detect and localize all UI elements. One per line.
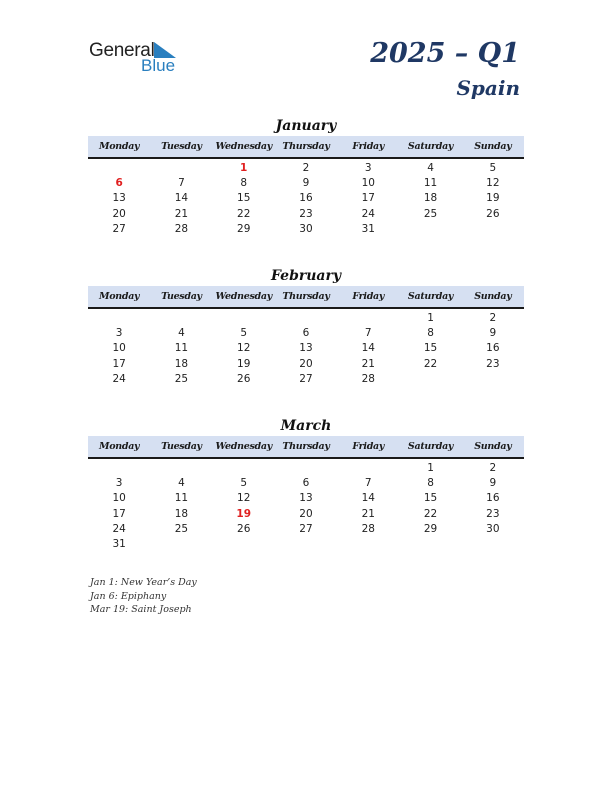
day-cell: 28 — [361, 372, 375, 385]
day-cell: 22 — [237, 207, 251, 220]
month-grid — [88, 310, 524, 386]
weekday-label: Sunday — [474, 441, 512, 452]
weekday-header — [88, 136, 524, 159]
weekday-label: Wednesday — [215, 291, 272, 302]
day-cell: 2 — [302, 161, 310, 174]
weekday-label: Thursday — [282, 141, 330, 152]
day-cell: 22 — [423, 507, 438, 520]
day-cell: 27 — [299, 372, 313, 385]
day-cell: 28 — [361, 522, 375, 535]
day-cell: 23 — [486, 507, 500, 520]
day-cell: 2 — [489, 311, 497, 324]
week-row — [88, 191, 524, 206]
day-cell: 24 — [112, 372, 126, 385]
day-cell: 1 — [427, 311, 434, 324]
week-row — [88, 160, 524, 175]
weekday-label: Saturday — [407, 141, 454, 152]
month-title: March — [280, 418, 332, 434]
day-cell: 29 — [237, 222, 251, 235]
day-cell: 13 — [112, 192, 126, 205]
country-title: Spain — [456, 76, 520, 100]
day-cell: 15 — [237, 192, 251, 205]
month-january — [88, 116, 524, 236]
logo — [89, 40, 189, 76]
day-cell: 11 — [423, 176, 438, 189]
day-cell: 18 — [423, 192, 438, 205]
day-cell: 9 — [489, 326, 497, 339]
week-row — [88, 536, 524, 551]
day-cell: 21 — [174, 207, 189, 220]
day-cell: 8 — [427, 476, 434, 489]
day-cell: 6 — [302, 326, 310, 339]
day-cell: 5 — [240, 476, 248, 489]
day-cell: 11 — [174, 342, 189, 355]
day-cell: 3 — [115, 476, 123, 489]
day-cell: 10 — [112, 342, 126, 355]
day-cell: 12 — [237, 342, 251, 355]
day-cell: 23 — [299, 207, 313, 220]
month-grid — [88, 460, 524, 552]
weekday-label: Friday — [352, 441, 385, 452]
day-cell: 7 — [364, 326, 372, 339]
weekday-header — [88, 286, 524, 309]
day-cell: 7 — [178, 176, 185, 189]
month-title: January — [275, 118, 337, 134]
day-cell: 4 — [178, 476, 185, 489]
day-cell: 22 — [423, 357, 438, 370]
day-cell: 2 — [489, 461, 497, 474]
holiday-item: Mar 19: Saint Joseph — [90, 604, 192, 615]
weekday-label: Monday — [99, 141, 140, 152]
week-row — [88, 491, 524, 506]
day-cell: 10 — [361, 176, 375, 189]
holiday-list — [90, 576, 197, 617]
day-cell: 26 — [486, 207, 500, 220]
day-cell: 12 — [237, 492, 251, 505]
day-cell: 1 — [427, 461, 434, 474]
day-cell: 26 — [237, 372, 251, 385]
day-cell: 18 — [174, 357, 189, 370]
day-cell: 25 — [423, 207, 438, 220]
day-cell: 1 — [240, 161, 248, 174]
day-cell: 16 — [486, 342, 500, 355]
day-cell: 9 — [489, 476, 497, 489]
weekday-label: Thursday — [282, 441, 330, 452]
day-cell: 13 — [299, 342, 313, 355]
day-cell: 19 — [486, 192, 500, 205]
day-cell: 29 — [423, 522, 438, 535]
day-cell: 4 — [427, 161, 434, 174]
day-cell: 5 — [240, 326, 248, 339]
day-cell: 23 — [486, 357, 500, 370]
day-cell: 25 — [174, 372, 189, 385]
day-cell: 13 — [299, 492, 313, 505]
day-cell: 3 — [115, 326, 123, 339]
logo-blue-text: Blue — [141, 56, 176, 75]
weekday-label: Tuesday — [161, 441, 202, 452]
holiday-item: Jan 6: Epiphany — [90, 590, 167, 602]
day-cell: 27 — [112, 222, 126, 235]
day-cell: 30 — [299, 222, 313, 235]
day-cell: 18 — [174, 507, 189, 520]
week-row — [88, 310, 524, 325]
week-row — [88, 460, 524, 475]
day-cell: 10 — [112, 492, 126, 505]
day-cell: 8 — [427, 326, 434, 339]
weekday-header — [88, 436, 524, 459]
day-cell: 3 — [364, 161, 372, 174]
day-cell: 20 — [299, 357, 313, 370]
month-grid — [88, 160, 524, 236]
week-row — [88, 341, 524, 356]
day-cell: 20 — [112, 207, 126, 220]
week-row — [88, 175, 524, 190]
weekday-label: Sunday — [474, 291, 512, 302]
day-cell: 24 — [361, 207, 375, 220]
week-row — [88, 325, 524, 340]
day-cell: 28 — [174, 222, 189, 235]
day-cell: 15 — [423, 342, 438, 355]
day-cell: 15 — [423, 492, 438, 505]
day-cell: 31 — [361, 222, 375, 235]
weekday-label: Wednesday — [215, 141, 272, 152]
day-cell: 30 — [486, 522, 500, 535]
weekday-label: Monday — [99, 441, 140, 452]
weekday-label: Thursday — [282, 291, 330, 302]
month-march — [88, 416, 524, 552]
week-row — [88, 356, 524, 371]
day-cell: 21 — [361, 507, 375, 520]
day-cell: 24 — [112, 522, 126, 535]
weekday-label: Tuesday — [161, 291, 202, 302]
day-cell: 21 — [361, 357, 375, 370]
day-cell: 7 — [364, 476, 372, 489]
day-cell: 25 — [174, 522, 189, 535]
weekday-label: Sunday — [474, 141, 512, 152]
day-cell: 6 — [115, 176, 123, 189]
day-cell: 6 — [302, 476, 310, 489]
day-cell: 16 — [299, 192, 313, 205]
day-cell: 19 — [237, 357, 251, 370]
day-cell: 20 — [299, 507, 313, 520]
day-cell: 9 — [302, 176, 310, 189]
day-cell: 17 — [361, 192, 375, 205]
week-row — [88, 506, 524, 521]
holiday-item: Jan 1: New Year’s Day — [90, 577, 197, 588]
day-cell: 27 — [299, 522, 313, 535]
month-february — [88, 266, 524, 386]
week-row — [88, 371, 524, 386]
page-title: 2025 – Q1 — [370, 38, 520, 69]
weekday-label: Friday — [352, 291, 385, 302]
weekday-label: Saturday — [407, 291, 454, 302]
day-cell: 14 — [361, 492, 375, 505]
day-cell: 26 — [237, 522, 251, 535]
day-cell: 14 — [361, 342, 375, 355]
weekday-label: Saturday — [407, 441, 454, 452]
day-cell: 19 — [236, 507, 252, 520]
day-cell: 14 — [174, 192, 189, 205]
day-cell: 17 — [112, 507, 126, 520]
month-title: February — [270, 268, 341, 284]
week-row — [88, 475, 524, 490]
day-cell: 5 — [489, 161, 497, 174]
logo-general-text: General — [89, 40, 155, 61]
weekday-label: Tuesday — [161, 141, 202, 152]
day-cell: 16 — [486, 492, 500, 505]
weekday-label: Friday — [352, 141, 385, 152]
weekday-label: Wednesday — [215, 441, 272, 452]
week-row — [88, 521, 524, 536]
week-row — [88, 206, 524, 221]
day-cell: 17 — [112, 357, 126, 370]
day-cell: 11 — [174, 492, 189, 505]
day-cell: 12 — [486, 176, 500, 189]
day-cell: 4 — [178, 326, 185, 339]
day-cell: 8 — [240, 176, 248, 189]
week-row — [88, 221, 524, 236]
weekday-label: Monday — [99, 291, 140, 302]
day-cell: 31 — [112, 538, 126, 551]
